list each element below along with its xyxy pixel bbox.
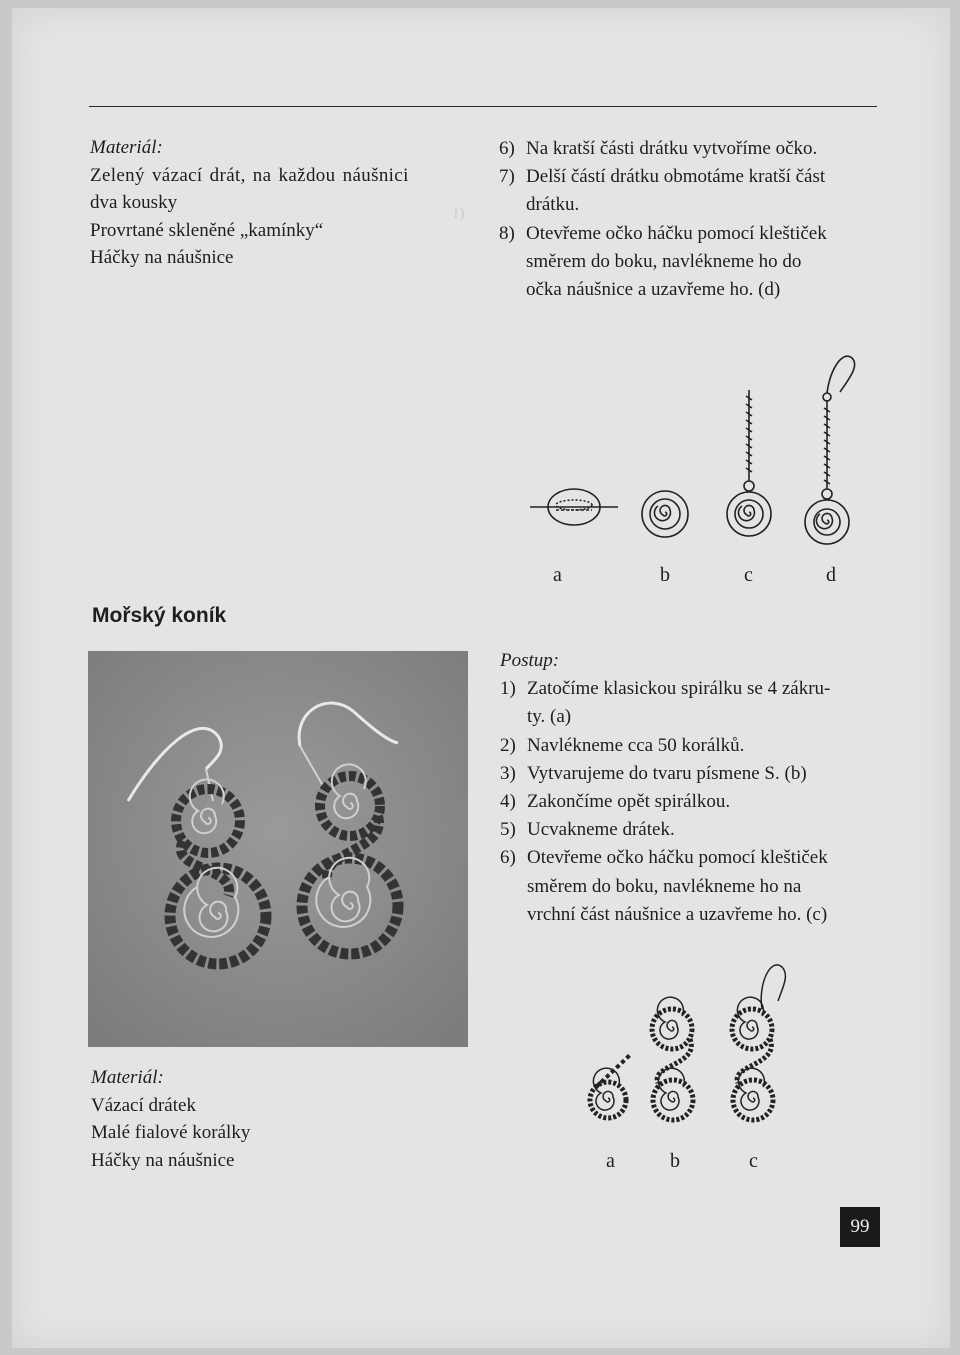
earring-diagram-2-drawing (500, 955, 880, 1180)
spiral-b-drawing (652, 997, 693, 1120)
step-text: očka náušnice a uzavřeme ho. (d) (526, 279, 781, 301)
step-text: Navlékneme cca 50 korálků. (527, 734, 745, 756)
material-item: Malé fialové korálky (91, 1122, 251, 1143)
show-through-text: 1) (452, 206, 465, 222)
figure-label-c: c (744, 564, 753, 586)
step-item (500, 760, 880, 788)
section-title: Mořský koník (92, 604, 227, 627)
step-text: Zatočíme klasickou spirálku se 4 zákru- (527, 678, 831, 700)
step-item (500, 816, 880, 844)
step-text: Otevřeme očko háčku pomocí kleštiček (526, 222, 827, 244)
header-rule (89, 106, 877, 107)
step-item (499, 163, 877, 219)
figure-label-a: a (553, 564, 562, 586)
figure-label-b: b (670, 1150, 680, 1172)
step-number: 4) (500, 791, 516, 813)
step-item (499, 220, 877, 305)
step-number: 5) (500, 819, 516, 841)
step-text: drátku. (526, 194, 580, 216)
step-item (500, 732, 880, 760)
finished-earring-drawing (805, 356, 855, 544)
material-label: Materiál: (90, 137, 163, 158)
spiral-a-drawing (590, 1055, 630, 1118)
step-item (500, 844, 880, 929)
step-number: 8) (499, 222, 515, 244)
material-label: Materiál: (91, 1067, 164, 1088)
step-item (500, 788, 880, 816)
step-text: Otevřeme očko háčku pomocí kleštiček (527, 847, 828, 869)
step-text: Zakončíme opět spirálkou. (527, 791, 731, 813)
bead-wrapped-drawing (727, 390, 771, 536)
material-item: Zelený vázací drát, na každou náušnici (90, 164, 409, 186)
figure-label-c: c (749, 1150, 758, 1172)
step-text: vrchní část náušnice a uzavřeme ho. (c) (527, 903, 828, 925)
step-number: 2) (500, 734, 516, 756)
earring-diagram-1-drawing (500, 300, 880, 590)
step-text: Delší částí drátku obmotáme kratší část (526, 166, 826, 188)
step-number: 3) (500, 762, 516, 784)
figure-label-b: b (660, 564, 670, 586)
step-number: 6) (499, 138, 515, 159)
step-text: Na kratší části drátku vytvoříme očko. (526, 138, 818, 159)
procedure-label: Postup: (500, 650, 560, 671)
earrings-photo-image (88, 651, 468, 1047)
steps-continued (499, 135, 877, 304)
step-number: 6) (500, 847, 516, 869)
material-item: Provrtané skleněné „kamínky“ (90, 219, 324, 241)
page-number: 99 (840, 1207, 880, 1247)
step-number: 7) (499, 166, 515, 188)
spiral-c-drawing (732, 965, 785, 1120)
material-item: Vázací drátek (91, 1094, 196, 1116)
figure-label-a: a (606, 1150, 615, 1172)
material-item: Háčky na náušnice (90, 247, 234, 268)
earrings-photo (88, 651, 468, 1047)
step-text: Ucvakneme drátek. (527, 819, 675, 841)
step-item (500, 675, 880, 731)
step-text: ty. (a) (527, 706, 572, 728)
bead-spiral-drawing (642, 491, 688, 537)
step-text: směrem do boku, navlékneme ho do (526, 250, 802, 272)
figure-label-d: d (826, 564, 836, 586)
step-number: 1) (500, 678, 516, 700)
material-item: dva kousky (90, 192, 178, 213)
bead-on-wire-drawing (530, 489, 618, 525)
step-item (499, 135, 877, 163)
earring-diagram-2 (500, 955, 880, 1180)
material-list-bottom (91, 1064, 391, 1174)
earring-diagram-1 (500, 300, 880, 590)
material-item: Háčky na náušnice (91, 1149, 235, 1171)
material-list-top (90, 134, 475, 272)
step-text: směrem do boku, navlékneme ho na (527, 875, 802, 897)
procedure-steps (500, 647, 880, 929)
step-text: Vytvarujeme do tvaru písmene S. (b) (527, 762, 807, 784)
